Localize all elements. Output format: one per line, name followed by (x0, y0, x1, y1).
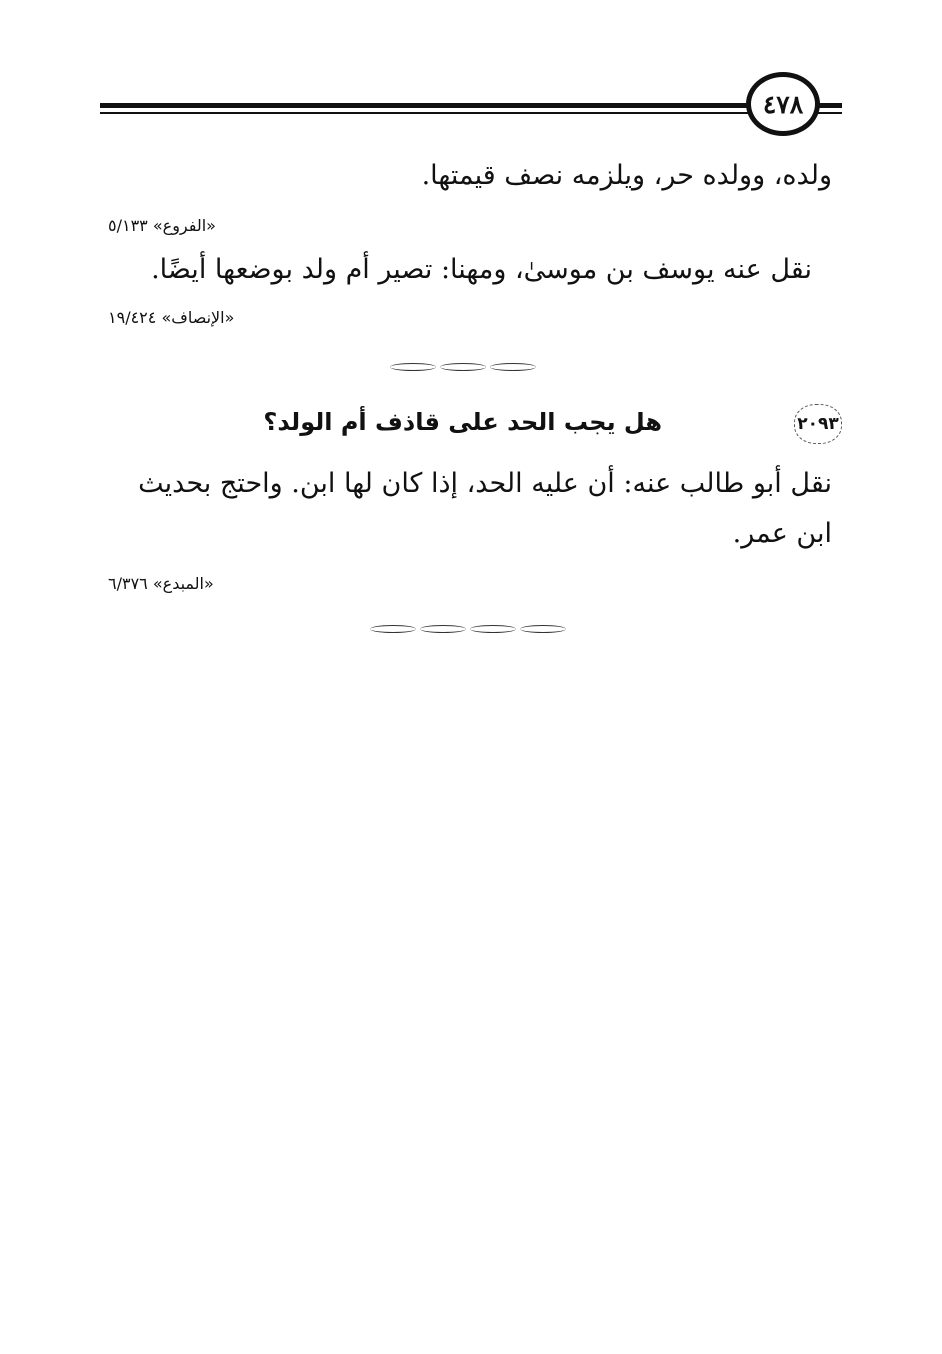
ornament-segment (470, 625, 516, 633)
question-number-badge: ٢٠٩٣ (794, 404, 842, 444)
paragraph-line: ابن عمر. (732, 518, 832, 549)
header-rule-thin (100, 112, 758, 114)
ornament-segment (390, 363, 436, 371)
header-rule (100, 103, 758, 108)
ornament-segment (490, 363, 536, 371)
paragraph-line: نقل عنه يوسف بن موسىٰ، ومهنا: تصير أم ولد بوضعها أيضًا. (151, 254, 812, 285)
paragraph-line: ولده، وولده حر، ويلزمه نصف قيمتها. (421, 160, 832, 191)
ornament-segment (370, 625, 416, 633)
paragraph-line: نقل أبو طالب عنه: أن عليه الحد، إذا كان لها ابن. واحتج بحديث (138, 468, 832, 499)
source-citation: «المبدع» ٦/٣٧٦ (108, 574, 214, 593)
ornament-segment (520, 625, 566, 633)
source-citation: «الفروع» ٥/١٣٣ (108, 216, 216, 235)
ornament-segment (440, 363, 486, 371)
source-citation: «الإنصاف» ١٩/٤٢٤ (108, 308, 235, 327)
page-number: ٤٧٨ (746, 72, 820, 136)
section-divider-ornament (380, 360, 546, 374)
question-title: هل يجب الحد على قاذف أم الولد؟ (263, 408, 662, 436)
section-divider-ornament (370, 622, 566, 636)
page-header (100, 72, 842, 136)
ornament-segment (420, 625, 466, 633)
